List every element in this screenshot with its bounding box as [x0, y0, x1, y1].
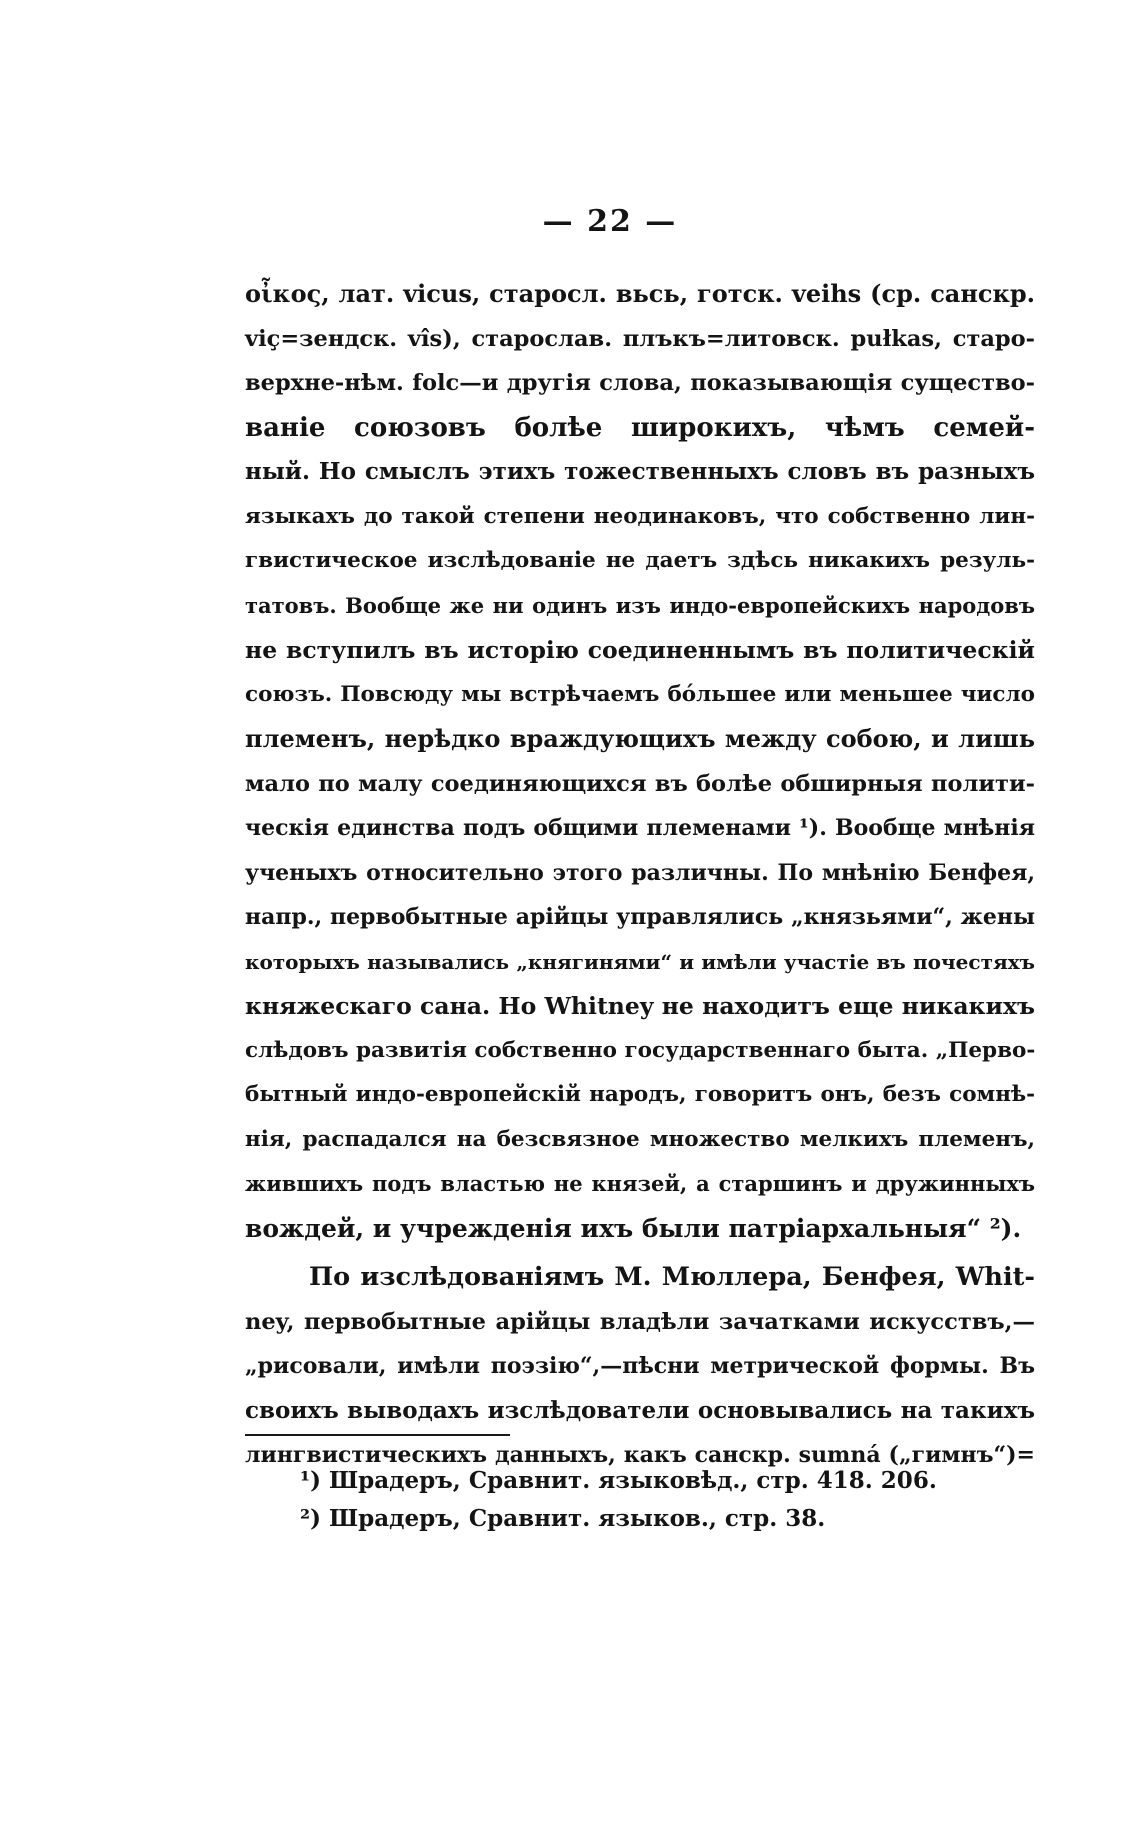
text-line: верхне-нѣм. folc—и другія слова, показывающія существо- — [245, 370, 1035, 396]
text-line: племенъ, нерѣдко враждующихъ между собою, и лишь — [245, 724, 1035, 753]
text-line: княжескаго сана. Но Whitney не находитъ еще никакихъ — [245, 992, 1035, 1020]
text-line: своихъ выводахъ изслѣдователи основывались на такихъ — [245, 1396, 1035, 1424]
text-line: бытный индо-европейскій народъ, говоритъ онъ, безъ сомнѣ- — [245, 1082, 1035, 1107]
page-number: — 22 — — [542, 204, 678, 239]
text-line: не вступилъ въ исторію соединеннымъ въ политическій — [245, 636, 1035, 664]
text-line: гвистическое изслѣдованіе не даетъ здѣсь никакихъ резуль- — [245, 548, 1035, 573]
text-line: По изслѣдованіямъ М. Мюллера, Бенфея, Whit- — [309, 1262, 1035, 1292]
text-line: ney, первобытные арійцы владѣли зачатками искусствъ,— — [245, 1308, 1035, 1335]
text-line: татовъ. Вообще же ни одинъ изъ индо-европейскихъ народовъ — [245, 592, 1035, 618]
text-line: жившихъ подъ властью не князей, а старшинъ и дружинныхъ — [245, 1171, 1035, 1196]
text-line: лингвистическихъ данныхъ, какъ санскр. sumná („гимнъ“)= — [245, 1442, 1035, 1468]
text-line: нія, распадался на безсвязное множество мелкихъ племенъ, — [245, 1126, 1035, 1152]
text-line: союзъ. Повсюду мы встрѣчаемъ бо́льшее или меньшее число — [245, 681, 1035, 707]
footnote-1: ¹) Шрадеръ, Сравнит. языковѣд., стр. 418. 206. — [300, 1467, 937, 1494]
text-line: которыхъ назывались „княгинями“ и имѣли участіе въ почестяхъ — [245, 949, 1035, 974]
footnotes — [300, 1462, 1000, 1538]
text-line: „рисовали, имѣли поэзію“,—пѣсни метрической формы. Въ — [245, 1353, 1035, 1379]
text-line: вождей, и учрежденія ихъ были патріархальныя“ ²). — [245, 1213, 1022, 1243]
text-line: ученыхъ относительно этого различны. По мнѣнію Бенфея, — [245, 859, 1035, 886]
text-line: напр., первобытные арійцы управлялись „князьями“, жены — [245, 904, 1035, 930]
footnote-2: ²) Шрадеръ, Сравнит. языков., стр. 38. — [300, 1505, 826, 1532]
text-line: οἶκος, лат. vicus, старосл. вьсь, готск. veihs (ср. санскр. — [245, 279, 1035, 308]
text-line: ческія единства подъ общими племенами ¹). Вообще мнѣнія — [245, 815, 1035, 841]
main-text — [245, 272, 1035, 1478]
footnote-separator — [245, 1434, 510, 1436]
text-line: мало по малу соединяющихся въ болѣе обширныя полити- — [245, 770, 1035, 797]
text-line: viç=зендск. vîs), старослав. плъкъ=литовск. pułkas, старо- — [245, 325, 1035, 352]
text-line: слѣдовъ развитія собственно государственнаго быта. „Перво- — [245, 1037, 1036, 1063]
text-line: ный. Но смыслъ этихъ тожественныхъ словъ въ разныхъ — [245, 458, 1035, 485]
text-line: ваніе союзовъ болѣе широкихъ, чѣмъ семей- — [245, 412, 1035, 443]
text-line: языкахъ до такой степени неодинаковъ, что собственно лин- — [245, 503, 1035, 529]
